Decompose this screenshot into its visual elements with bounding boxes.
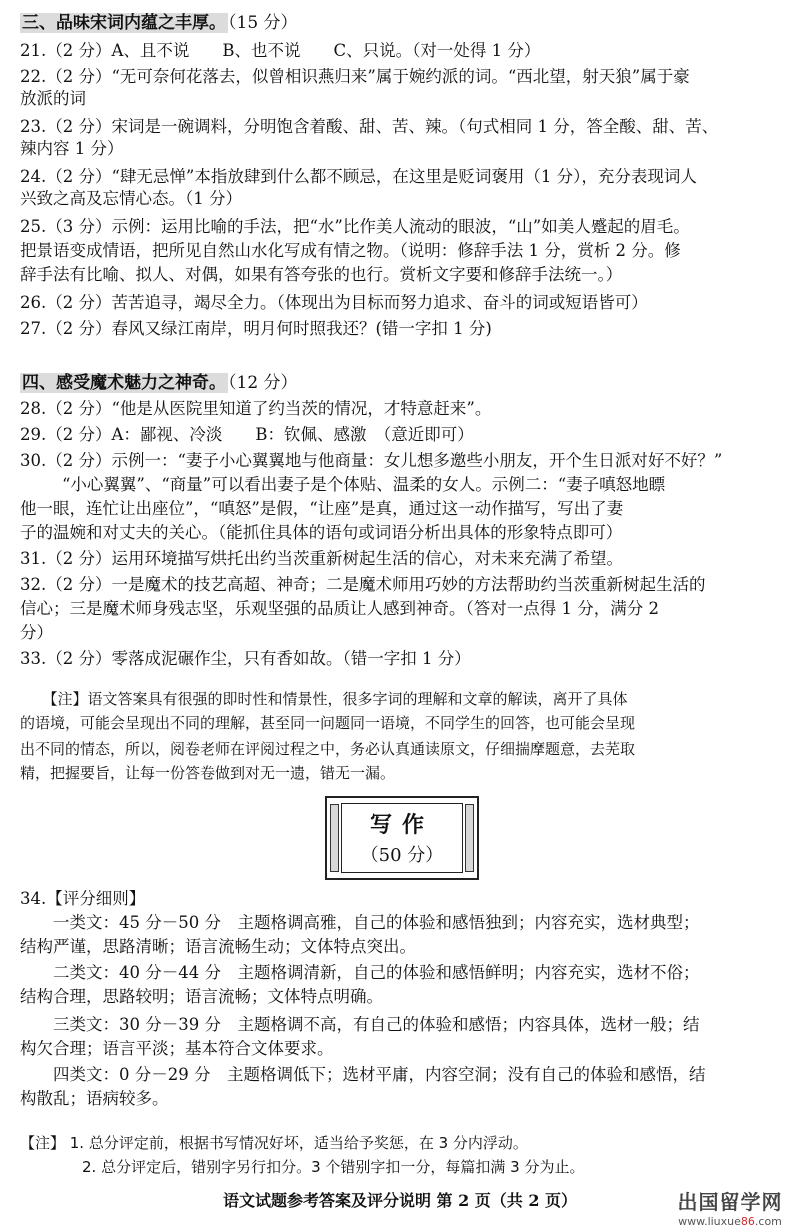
answer-line: 他一眼，连忙让出座位”，“嗔怒”是假，“让座”是真，通过这一动作描写，写出了妻	[20, 499, 624, 518]
grading-line: 二类文：40 分－44 分 主题格调清新，自己的体验和感悟鲜明；内容充实，选材不俗；	[20, 963, 700, 982]
answer-line: 32.（2 分）一是魔术的技艺高超、神奇；二是魔术师用巧妙的方法帮助约当茨重新树起生活的	[20, 575, 706, 594]
writing-section-banner	[325, 796, 479, 880]
answer-line: 辞手法有比喻、拟人、对偶，如果有答夸张的也行。赏析文字要和修辞手法统一。）	[20, 265, 623, 284]
scroll-cap-left	[330, 804, 339, 872]
answer-line: 29.（2 分）A：鄙视、冷淡 B：钦佩、感激 （意近即可）	[20, 425, 474, 444]
note-line: 精，把握要旨，让每一份答卷做到对无一遗，错无一漏。	[20, 764, 396, 782]
answer-line: 31.（2 分）运用环境描写烘托出约当茨重新树起生活的信心，对未来充满了希望。	[20, 549, 623, 568]
answer-line: 30.（2 分）示例一：“妻子小心翼翼地与他商量：女儿想多邀些小朋友，开个生日派对好不好？”	[20, 451, 723, 470]
grading-line: 一类文：45 分－50 分 主题格调高雅，自己的体验和感悟独到；内容充实，选材典型；	[20, 913, 700, 932]
section-3-points: （15 分）	[228, 13, 298, 33]
section-3-heading	[20, 12, 785, 34]
note-line: 出不同的情态，所以，阅卷老师在评阅过程之中，务必认真通读原文，仔细揣摩题意，去芜取	[20, 740, 636, 758]
answer-line: 放派的词	[20, 89, 86, 108]
grading-line: 四类文：0 分－29 分 主题格调低下；选材平庸，内容空洞；没有自己的体验和感悟，结	[20, 1065, 706, 1084]
grading-line: 结构严谨，思路清晰；语言流畅生动；文体特点突出。	[20, 937, 416, 956]
note-line: 的语境，可能会呈现出不同的理解，甚至同一问题同一语境，不同学生的回答，也可能会呈现	[20, 714, 636, 732]
answer-line: 把景语变成情语，把所见自然山水化写成有情之物。（说明：修辞手法 1 分，赏析 2 分。修	[20, 241, 681, 260]
note-line: 【注】 1. 总分评定前，根据书写情况好坏，适当给予奖惩，在 3 分内浮动。	[20, 1134, 528, 1152]
answer-line: 分）	[20, 623, 53, 642]
section-3-title: 三、品味宋词内蕴之丰厚。	[22, 13, 226, 33]
scroll-cap-right	[465, 804, 474, 872]
section-4-title: 四、感受魔术魅力之神奇。	[22, 373, 226, 393]
answer-line: 22.（2 分）“无可奈何花落去，似曾相识燕归来”属于婉约派的词。“西北望，射天狼”属于豪	[20, 67, 690, 86]
answer-line: 21.（2 分）A、且不说 B、也不说 C、只说。（对一处得 1 分）	[20, 41, 541, 60]
grading-line: 结构合理，思路较明；语言流畅；文体特点明确。	[20, 987, 383, 1006]
answer-line: 辣内容 1 分）	[20, 139, 124, 158]
answer-line: 子的温婉和对丈夫的关心。（能抓住具体的语句或词语分析出具体的形象特点即可）	[20, 523, 623, 542]
grading-line: 34.【评分细则】	[20, 889, 146, 908]
answer-line: 25.（3 分）示例：运用比喻的手法，把“水”比作美人流动的眼波，“山”如美人蹙起的眉毛。	[20, 217, 690, 236]
grading-line: 构欠合理；语言平淡；基本符合文体要求。	[20, 1039, 334, 1058]
watermark-url-post: .com	[754, 1215, 782, 1228]
site-watermark	[670, 1186, 790, 1228]
page-footer: 语文试题参考答案及评分说明 第 2 页（共 2 页）	[222, 1191, 578, 1210]
section-4-points: （12 分）	[228, 373, 298, 393]
answer-line: 23.（2 分）宋词是一碗调料，分明饱含着酸、甜、苦、辣。（句式相同 1 分，答全酸、甜、苦、	[20, 117, 719, 136]
grading-line: 构散乱；语病较多。	[20, 1089, 169, 1108]
note-line: 2. 总分评定后，错别字另行扣分。3 个错别字扣一分，每篇扣满 3 分为止。	[82, 1158, 585, 1176]
watermark-title: 出国留学网	[677, 1190, 783, 1214]
answer-line: “小心翼翼”、“商量”可以看出妻子是个体贴、温柔的女人。示例二：“妻子嗔怒地瞟	[62, 475, 666, 494]
watermark-url-num: 86	[740, 1215, 755, 1228]
writing-title: 写作	[369, 813, 434, 838]
grading-line: 三类文：30 分－39 分 主题格调不高，有自己的体验和感悟；内容具体，选材一般；结	[20, 1015, 700, 1034]
answer-line: 27.（2 分）春风又绿江南岸，明月何时照我还？(错一字扣 1 分)	[20, 319, 492, 338]
section-4-heading	[20, 372, 785, 394]
watermark-url	[670, 1215, 790, 1228]
writing-score: （50 分）	[360, 845, 444, 866]
answer-line: 信心；三是魔术师身残志坚，乐观坚强的品质让人感到神奇。（答对一点得 1 分，满分 2	[20, 599, 659, 618]
answer-line: 24.（2 分）“肆无忌惮”本指放肆到什么都不顾忌，在这里是贬词褒用（1 分），充分表现词人	[20, 167, 697, 186]
answer-line: 26.（2 分）苦苦追寻，竭尽全力。（体现出为目标而努力追求、奋斗的词或短语皆可）	[20, 293, 648, 312]
watermark-url-pre: www.liuxue	[678, 1215, 741, 1228]
writing-banner-inner	[341, 803, 463, 873]
answer-line: 33.（2 分）零落成泥碾作尘，只有香如故。（错一字扣 1 分）	[20, 649, 471, 668]
answer-line: 兴致之高及忘情心态。（1 分）	[20, 189, 242, 208]
answer-line: 28.（2 分）“他是从医院里知道了约当茨的情况，才特意赶来”。	[20, 399, 492, 418]
note-line: 【注】语文答案具有很强的即时性和情景性，很多字词的理解和文章的解读，离开了具体	[20, 690, 628, 708]
